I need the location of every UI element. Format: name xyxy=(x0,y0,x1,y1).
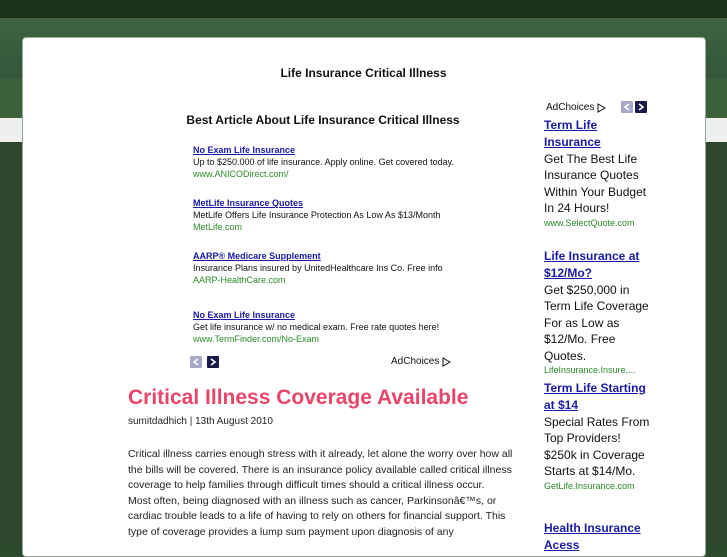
top-ad-4-title[interactable]: No Exam Life Insurance xyxy=(193,310,296,320)
side-ad-1[interactable] xyxy=(544,117,654,229)
side-ad-4[interactable] xyxy=(544,520,654,554)
top-ad-2-title[interactable]: MetLife Insurance Quotes xyxy=(193,198,304,208)
article-paragraph-2: Most often, being diagnosed with an illness such as cancer, Parkinsonâ€™s, or cardiac trouble leads to a life of having to rely on others for financial support. This type of coverage provides a lump sum payment upon diagnosis of any xyxy=(128,494,506,538)
side-ad-2-url[interactable]: LifeInsurance.Insure.... xyxy=(544,365,636,376)
chevron-right-icon xyxy=(637,103,645,111)
top-ad-1[interactable] xyxy=(193,144,468,180)
side-ad-3-url[interactable]: GetLife.Insurance.com xyxy=(544,480,635,491)
adchoices-icon xyxy=(597,103,606,113)
top-ad-1-url[interactable]: www.ANICODirect.com/ xyxy=(193,169,289,179)
side-ad-3[interactable] xyxy=(544,380,654,492)
top-ads-heading: Best Article About Life Insurance Critical Illness xyxy=(186,113,460,127)
top-ad-1-desc: Up to $250.000 of life insurance. Apply online. Get covered today. xyxy=(193,157,454,167)
side-ad-3-desc: Special Rates From Top Providers! $250k in Coverage Starts at $14/Mo. xyxy=(544,415,650,479)
top-ad-1-title[interactable]: No Exam Life Insurance xyxy=(193,145,296,155)
top-adchoices-link[interactable] xyxy=(391,356,451,367)
site-title: Life Insurance Critical Illness xyxy=(280,66,447,80)
side-adchoices-label: AdChoices xyxy=(546,102,595,113)
top-ad-4[interactable] xyxy=(193,309,468,345)
side-ad-2-desc: Get $250,000 in Term Life Coverage For as Low as $12/Mo. Free Quotes. xyxy=(544,283,649,363)
top-adchoices-label: AdChoices xyxy=(391,356,440,367)
chevron-left-icon xyxy=(623,103,631,111)
adchoices-icon xyxy=(442,357,451,367)
chevron-left-icon xyxy=(192,358,200,366)
top-ad-3-desc: Insurance Plans insured by UnitedHealthcare Ins Co. Free info xyxy=(193,263,443,273)
side-ad-2-title[interactable]: Life Insurance at $12/Mo? xyxy=(544,249,640,280)
top-ads-prev-button[interactable] xyxy=(190,356,202,368)
side-ad-2[interactable] xyxy=(544,248,654,376)
header-top-band xyxy=(0,0,727,18)
top-ad-2[interactable] xyxy=(193,197,468,233)
article-byline: sumitdadhich | 13th August 2010 xyxy=(128,416,273,427)
side-adchoices-link[interactable] xyxy=(546,102,606,113)
top-ad-2-url[interactable]: MetLife.com xyxy=(193,222,243,232)
side-ads-prev-button[interactable] xyxy=(621,101,633,113)
article-body xyxy=(128,447,520,540)
top-ad-3-title[interactable]: AARP® Medicare Supplement xyxy=(193,251,321,261)
top-ad-2-desc: MetLife Offers Life Insurance Protection As Low As $13/Month xyxy=(193,210,441,220)
top-ad-4-desc: Get life insurance w/ no medical exam. Free rate quotes here! xyxy=(193,322,440,332)
article-paragraph-1: Critical illness carries enough stress with it already, let alone the worry over how all the bills will be covered. There is an insurance policy available called critical illness coverage to help families through difficult times should a critical illness occur. xyxy=(128,448,513,491)
side-ad-1-title[interactable]: Term Life Insurance xyxy=(544,118,601,149)
top-ad-3-url[interactable]: AARP-HealthCare.com xyxy=(193,275,286,285)
side-ad-1-url[interactable]: www.SelectQuote.com xyxy=(544,217,635,228)
top-ads-next-button[interactable] xyxy=(207,356,219,368)
side-ad-1-desc: Get The Best Life Insurance Quotes Within Your Budget In 24 Hours! xyxy=(544,152,647,216)
side-ads-next-button[interactable] xyxy=(635,101,647,113)
top-ad-4-url[interactable]: www.TermFinder.com/No-Exam xyxy=(193,334,320,344)
chevron-right-icon xyxy=(209,358,217,366)
side-ad-4-title[interactable]: Health Insurance Acess xyxy=(544,521,641,552)
top-ad-3[interactable] xyxy=(193,250,468,286)
article-title: Critical Illness Coverage Available xyxy=(128,386,469,409)
side-ad-3-title[interactable]: Term Life Starting at $14 xyxy=(544,381,646,412)
